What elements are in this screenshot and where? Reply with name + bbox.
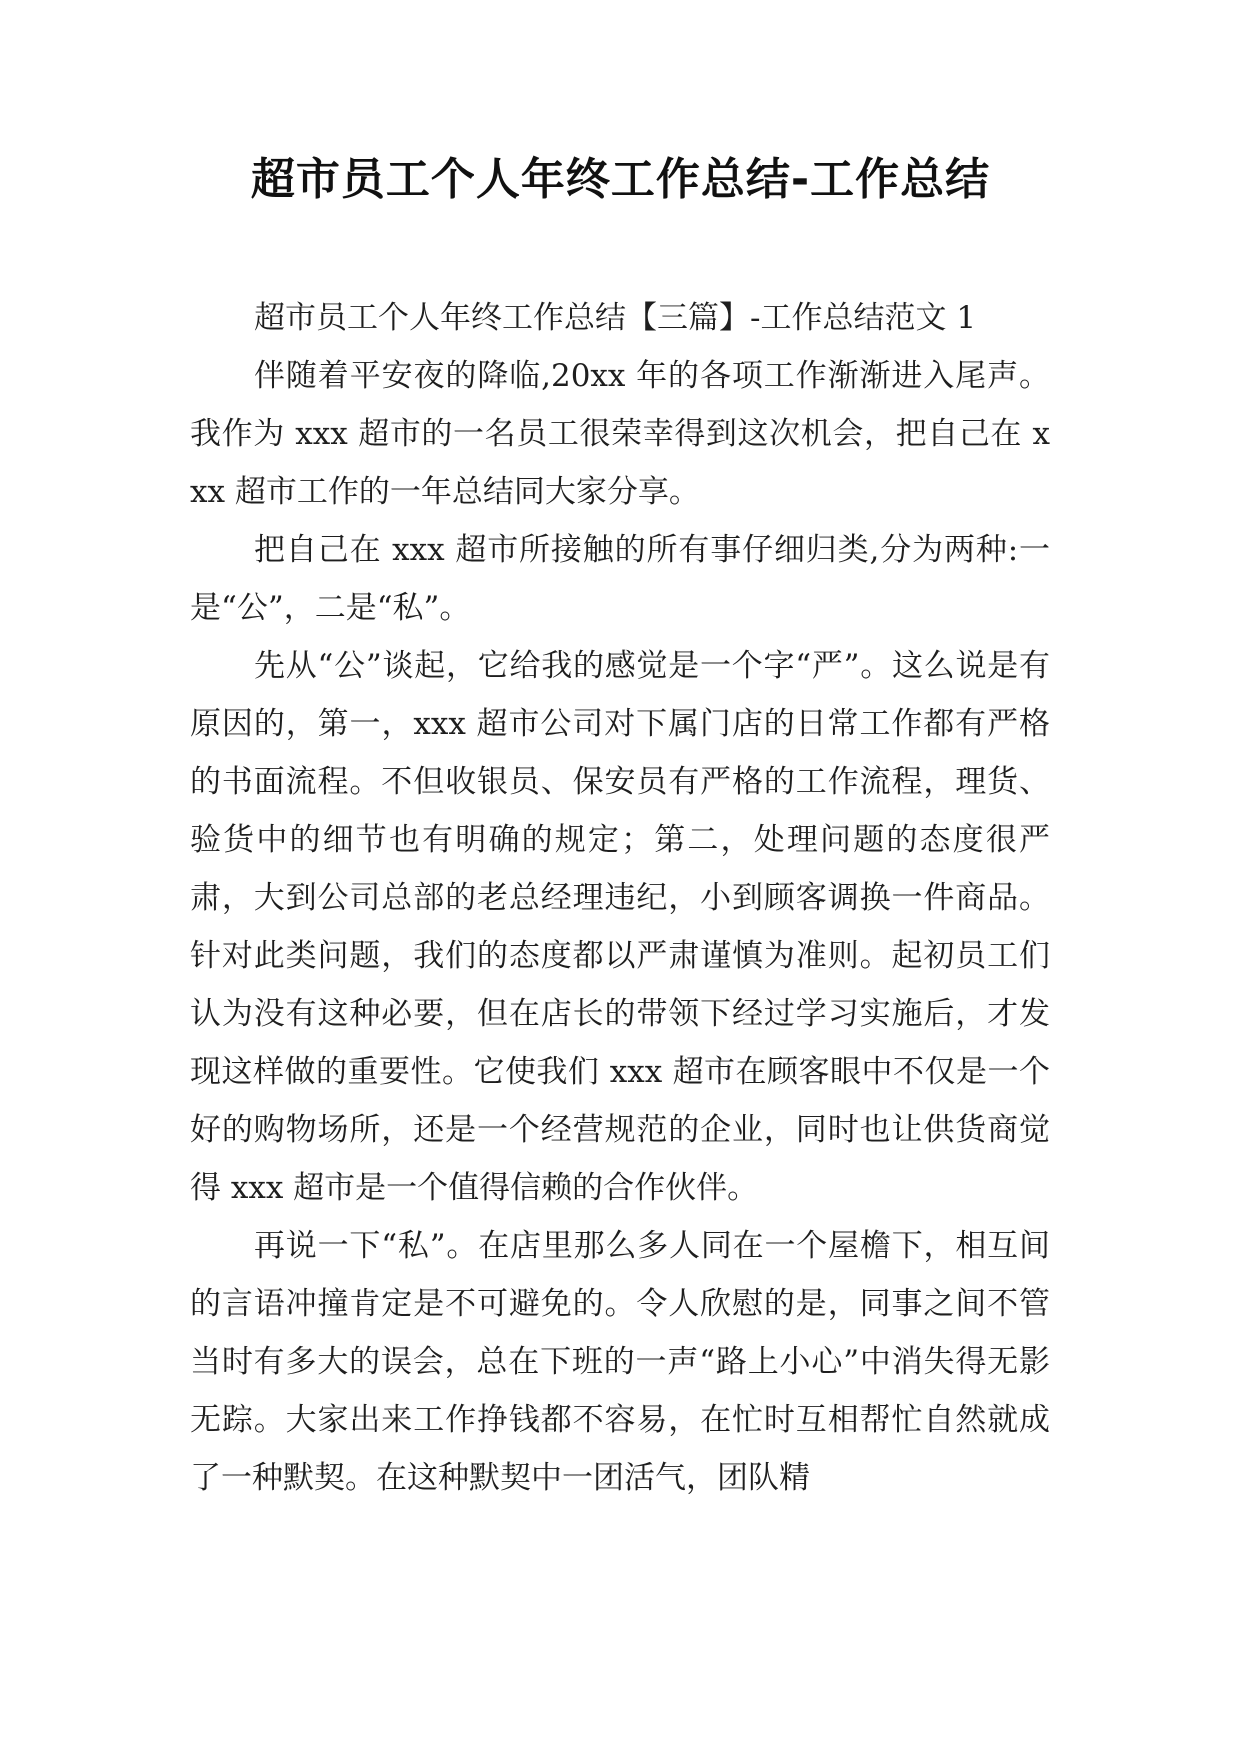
paragraph-intro: 伴随着平安夜的降临,20xx 年的各项工作渐渐进入尾声。我作为 xxx 超市的一名员工很荣幸得到这次机会，把自己在 xxx 超市工作的一年总结同大家分享。 — [190, 358, 1050, 510]
document-title: 超市员工个人年终工作总结-工作总结 — [250, 154, 991, 205]
paragraph-private: 再说一下“私”。在店里那么多人同在一个屋檐下，相互间的言语冲撞肯定是不可避免的。令人欣慰的是，同事之间不管当时有多大的误会，总在下班的一声“路上小心”中消失得无影无踪。大家出来工作挣钱都不容易，在忙时互相帮忙自然就成了一种默契。在这种默契中一团活气，团队精 — [190, 1228, 1050, 1496]
document-body — [190, 289, 1050, 1507]
paragraph-categories: 把自己在 xxx 超市所接触的所有事仔细归类,分为两种:一是“公”，二是“私”。 — [190, 532, 1050, 626]
paragraph-heading: 超市员工个人年终工作总结【三篇】-工作总结范文 1 — [254, 300, 977, 336]
paragraph-public: 先从“公”谈起，它给我的感觉是一个字“严”。这么说是有原因的，第一，xxx 超市公司对下属门店的日常工作都有严格的书面流程。不但收银员、保安员有严格的工作流程，理货、验货中的细节也有明确的规定；第二，处理问题的态度很严肃，大到公司总部的老总经理违纪，小到顾客调换一件商品。针对此类问题，我们的态度都以严肃谨慎为准则。起初员工们认为没有这种必要，但在店长的带领下经过学习实施后，才发现这样做的重要性。它使我们 xxx 超市在顾客眼中不仅是一个好的购物场所，还是一个经营规范的企业，同时也让供货商觉得 xxx 超市是一个值得信赖的合作伙伴。 — [190, 648, 1050, 1206]
